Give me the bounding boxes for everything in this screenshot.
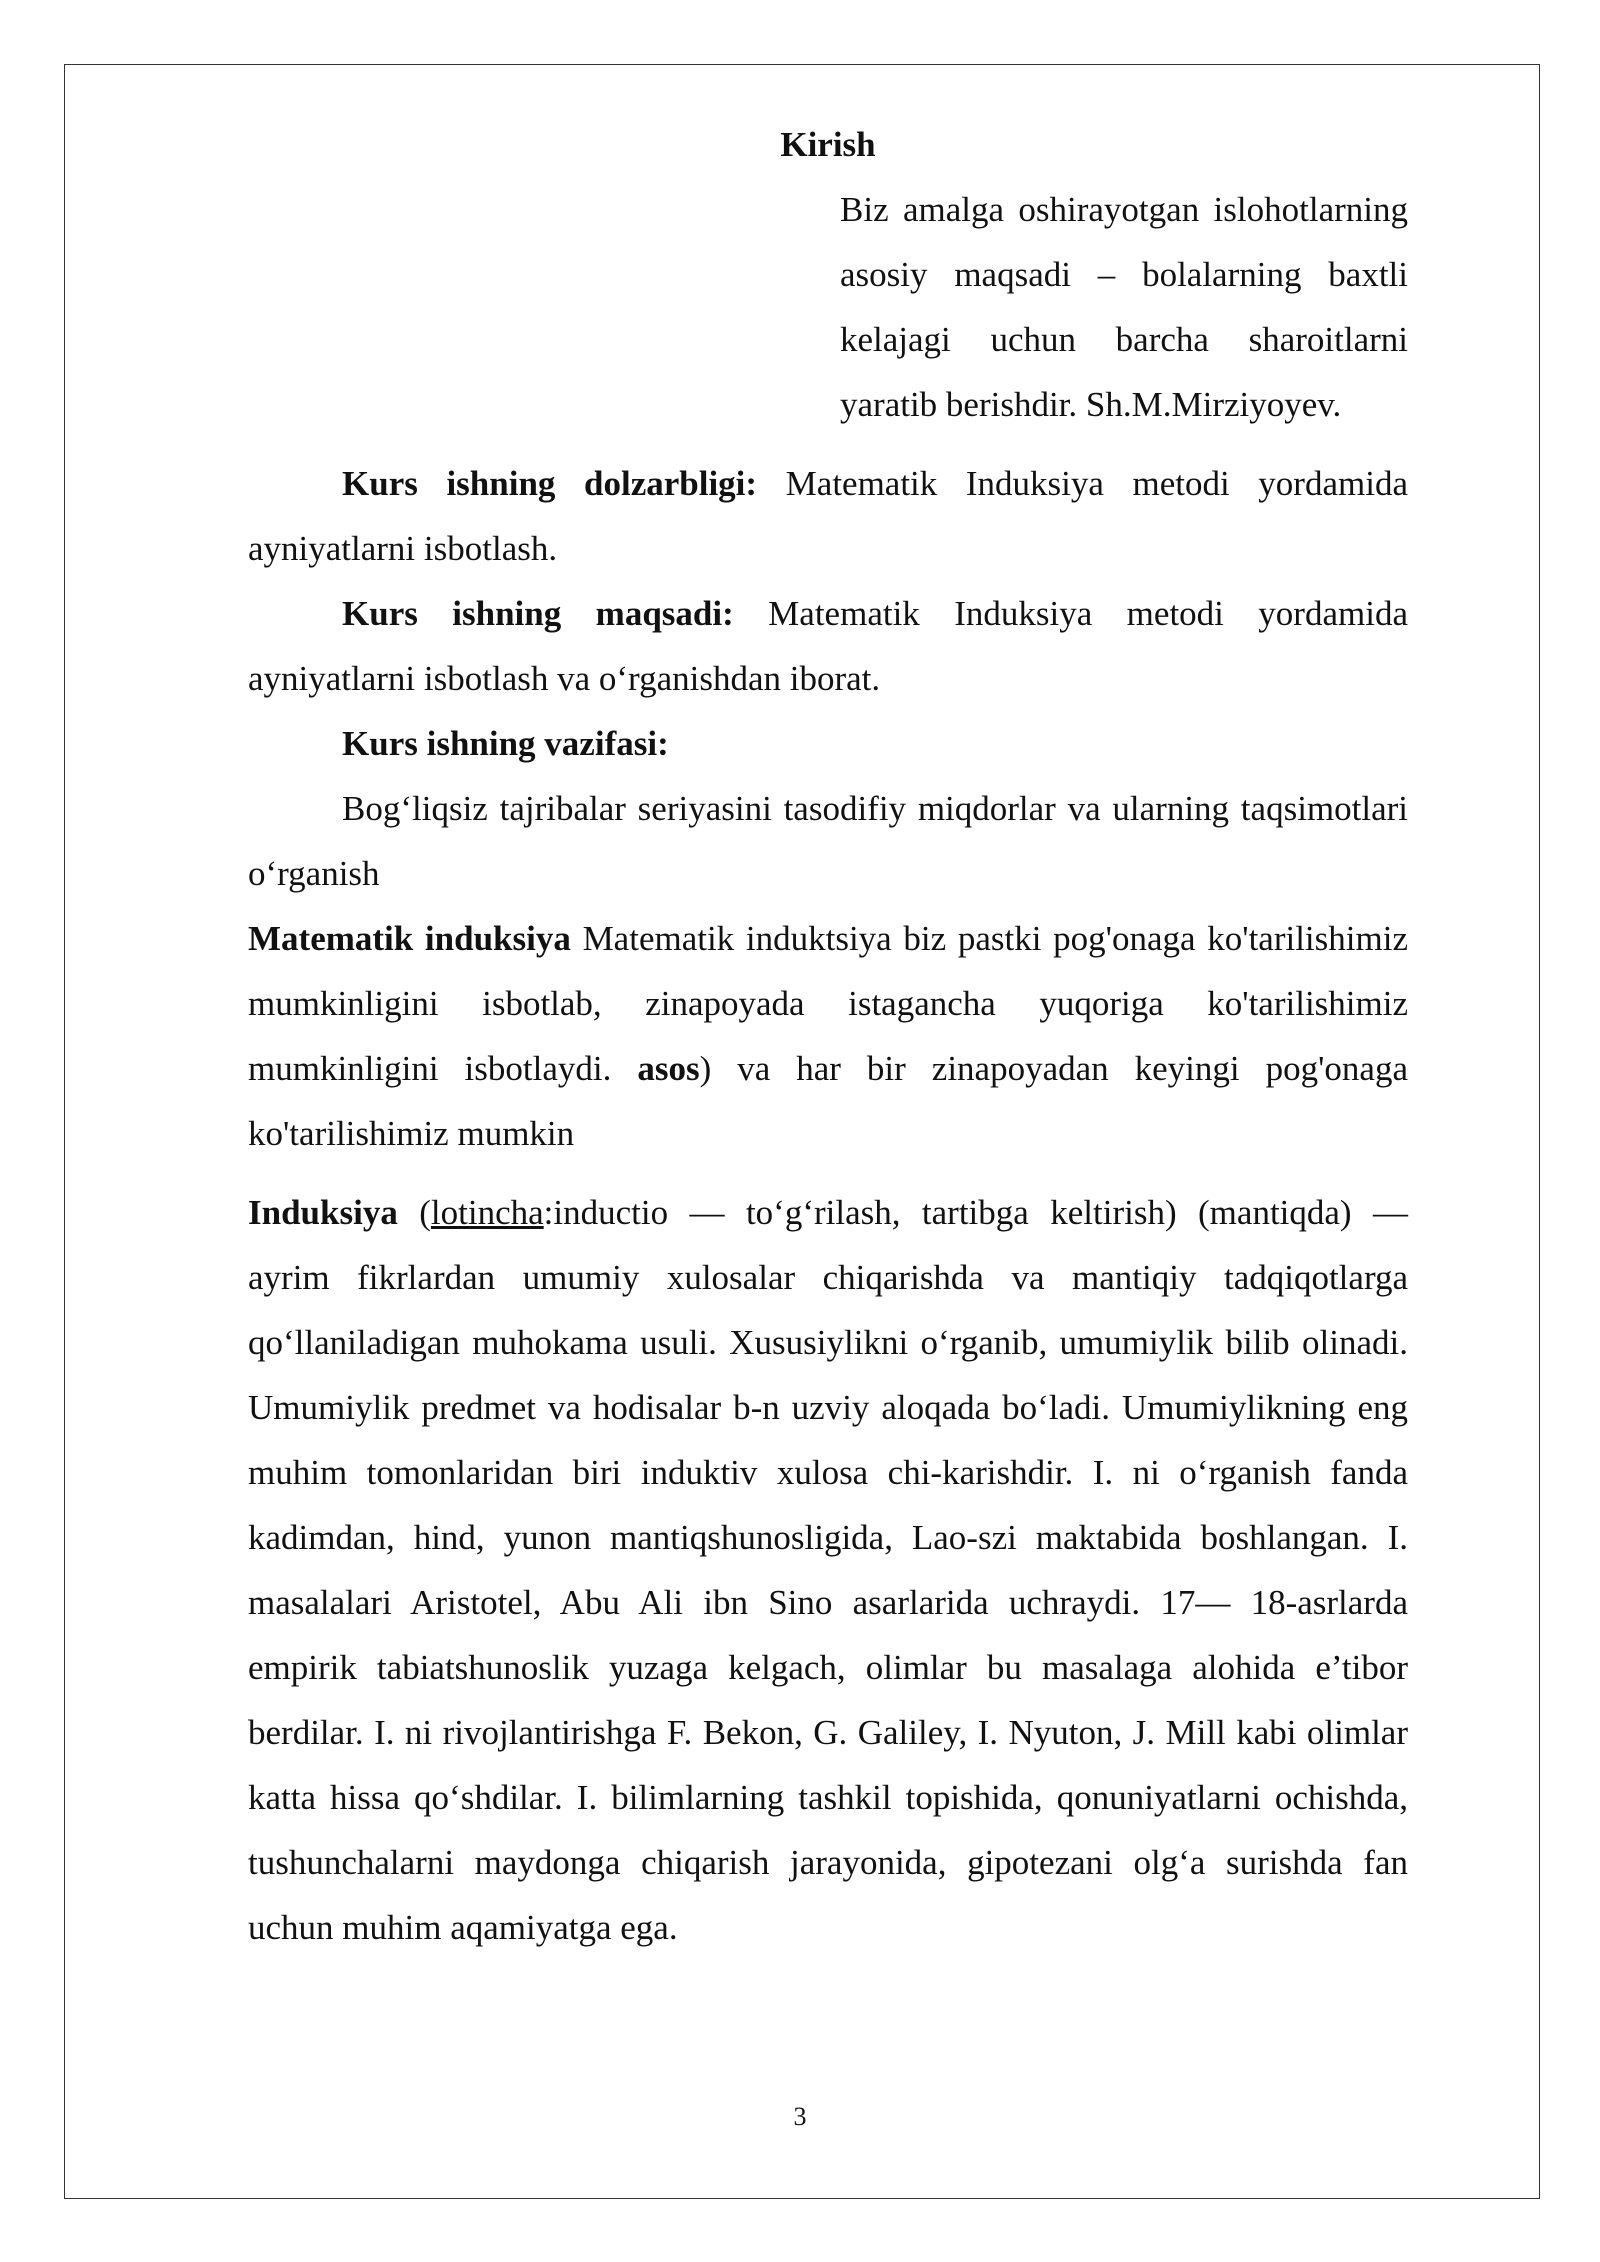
task-paragraph [248, 711, 1408, 776]
induction-text: :inductio — to‘g‘rilash, tartibga keltirish) (mantiqda) — ayrim fikrlardan umumiy xulosalar chiqarishda va mantiqiy tadqiqotlarga qo‘llaniladigan muhokama usuli. Xususiylikni o‘rganib, umumiylik bilib olinadi. Umumiylik predmet va hodisalar b-n uzviy aloqada bo‘ladi. Umumiylikning eng muhim tomonlaridan biri induktiv xulosa chi-karishdir. I. ni o‘rganish fanda kadimdan, hind, yunon mantiqshunosligida, Lao-szi maktabida boshlangan. I. masalalari Aristotel, Abu Ali ibn Sino asarlarida uchraydi. 17— 18-asrlarda empirik tabiatshunoslik yuzaga kelgach, olimlar bu masalaga alohida e’tibor berdilar. I. ni rivojlantirishga F. Bekon, G. Galiley, I. Nyuton, J. Mill kabi olimlar katta hissa qo‘shdilar. I. bilimlarning tashkil topishida, qonuniyatlarni ochishda, tushunchalarni maydonga chiqarish jarayonida, gipotezani olg‘a surishda fan uchun muhim aqamiyatga ega. [248, 1193, 1409, 1947]
document-body [248, 112, 1408, 1960]
epigraph: Biz amalga oshirayotgan islohotlarning asosiy maqsadi – bolalarning baxtli kelajagi uchun barcha sharoitlarni yaratib berishdir. Sh.M.Mirziyoyev. [840, 190, 1408, 424]
relevance-label: Kurs ishning dolzarbligi: [342, 464, 758, 503]
relevance-paragraph [248, 451, 1408, 581]
section-title: Kirish [780, 125, 876, 164]
math-induction-label: Matematik induksiya [248, 919, 571, 958]
math-induction-paragraph [248, 906, 1408, 1166]
page-number: 3 [793, 2102, 807, 2131]
task-label: Kurs ishning vazifasi: [342, 724, 669, 763]
base-label: asos [637, 1049, 700, 1088]
relevance-text: Matematik Induksiya metodi yordamida ayniyatlarni isbotlash. [248, 464, 1408, 568]
latin-link[interactable]: lotincha [430, 1193, 544, 1232]
induction-paragraph [248, 1180, 1408, 1960]
goal-label: Kurs ishning maqsadi: [342, 594, 734, 633]
math-induction-text: Matematik induktsiya biz pastki pog'onaga ko'tarilishimiz mumkinligini isbotlab, zinapoyada istagancha yuqoriga ko'tarilishimiz mumkinligini isbotlaydi. [248, 919, 1408, 1088]
induction-label: Induksiya [248, 1193, 398, 1232]
math-induction-text-end: ) va har bir zinapoyadan keyingi pog'onaga ko'tarilishimiz mumkin [248, 1049, 1408, 1153]
task-text: Bog‘liqsiz tajribalar seriyasini tasodifiy miqdorlar va ularning taqsimotlari o‘rganish [248, 789, 1408, 893]
goal-text: Matematik Induksiya metodi yordamida ayniyatlarni isbotlash va o‘rganishdan iborat. [248, 594, 1408, 698]
induction-open-paren: ( [397, 1193, 431, 1232]
goal-paragraph [248, 581, 1408, 711]
